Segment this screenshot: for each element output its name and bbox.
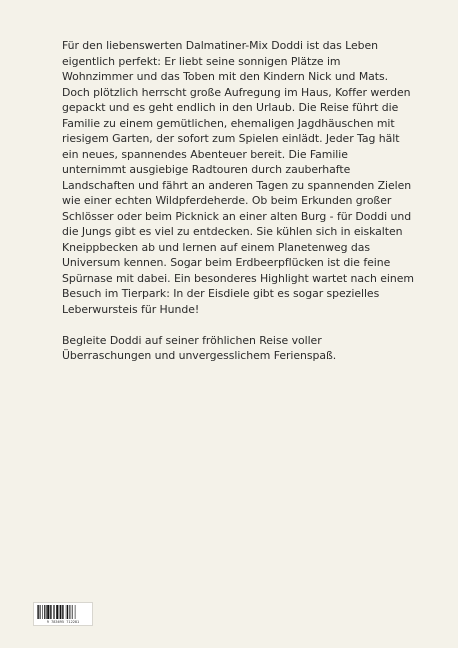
barcode-bars-icon xyxy=(37,605,91,619)
isbn-barcode xyxy=(33,602,93,626)
barcode-digits: 9 783695 712281 xyxy=(46,620,80,624)
blurb-paragraph-story: Für den liebenswerten Dalmatiner-Mix Doddi ist das Leben eigentlich perfekt: Er liebt seine sonnigen Plätze im Wohnzimmer und das Toben mit den Kindern Nick und Mats. Doch plötzlich herrscht große Aufregung im Haus, Koffer werden gepackt und es geht endlich in den Urlaub. Die Reise führt die Familie zu einem gemütlichen, ehemaligen Jagdhäuschen mit riesigem Garten, der sofort zum Spielen einlädt. Jeder Tag hält ein neues, spannendes Abenteuer bereit. Die Familie unternimmt ausgiebige Radtouren durch zauberhafte Landschaften und fährt an anderen Tagen zu spannenden Zielen wie einer echten Wildpferdeherde. Ob beim Erkunden großer Schlösser oder beim Picknick an einer alten Burg - für Doddi und die Jungs gibt es viel zu entdecken. Sie kühlen sich in eiskalten Kneippbecken ab und lernen auf einem Planetenweg das Universum kennen. Sogar beim Erdbeerpflücken ist die feine Spürnase mit dabei. Ein besonderes Highlight wartet nach einem Besuch im Tierpark: In der Eisdiele gibt es sogar spezielles Leberwursteis für Hunde! xyxy=(62,39,414,316)
blurb-text xyxy=(62,38,414,364)
blurb-paragraph-invitation: Begleite Doddi auf seiner fröhlichen Reise voller Überraschungen und unvergesslichem Ferienspaß. xyxy=(62,333,337,362)
